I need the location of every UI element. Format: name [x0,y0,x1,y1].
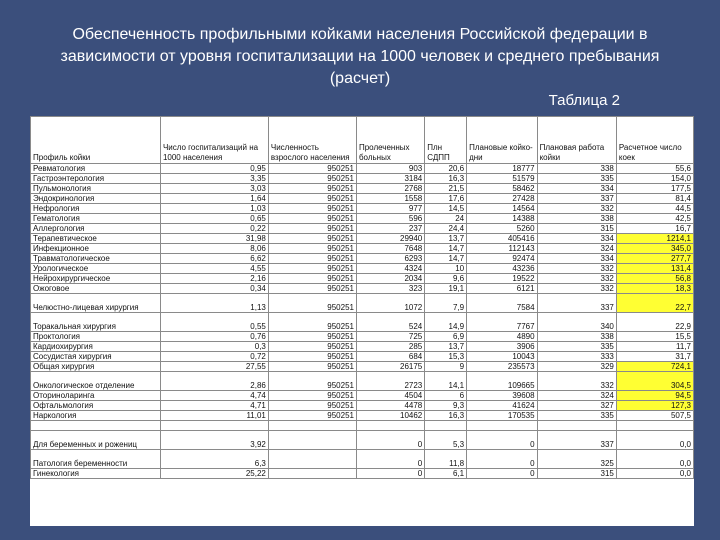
table-cell: 950251 [268,372,356,391]
table-cell: 335 [537,342,616,352]
table-cell: 324 [537,391,616,401]
table-cell: 0 [356,469,424,479]
table-cell: 950251 [268,362,356,372]
table-cell: 684 [356,352,424,362]
table-row [31,313,694,332]
table-cell: 15,5 [616,332,693,342]
table-cell: 7648 [356,244,424,254]
table-cell: 39608 [467,391,537,401]
row-label-cell [31,421,161,431]
table-cell: 950251 [268,391,356,401]
header-cell: Профиль койки [31,117,161,164]
table-cell: 10043 [467,352,537,362]
table-body [31,164,694,479]
table-cell: 950251 [268,184,356,194]
row-label-cell: Гематология [31,214,161,224]
table-cell [425,421,467,431]
table-cell: 4,74 [160,391,268,401]
spreadsheet-table [30,116,694,526]
table-cell: 1558 [356,194,424,204]
table-cell: 524 [356,313,424,332]
table-cell: 950251 [268,264,356,274]
table-cell: 340 [537,313,616,332]
table-cell [268,421,356,431]
table-cell: 977 [356,204,424,214]
table-cell: 81,4 [616,194,693,204]
header-cell: Расчетное число коек [616,117,693,164]
table-cell: 9,6 [425,274,467,284]
table-cell: 0,0 [616,450,693,469]
table-cell: 16,7 [616,224,693,234]
table-row [31,274,694,284]
table-cell: 19,1 [425,284,467,294]
table-cell: 6,62 [160,254,268,264]
table-row [31,264,694,274]
table-row [31,450,694,469]
table-cell: 15,3 [425,352,467,362]
table-cell: 237 [356,224,424,234]
table-cell: 2,86 [160,372,268,391]
table-cell: 55,6 [616,164,693,174]
header-cell: Численность взрослого населения [268,117,356,164]
table-row [31,421,694,431]
table-cell [467,421,537,431]
table-cell: 6,3 [160,450,268,469]
table-row [31,204,694,214]
table-cell: 0,0 [616,469,693,479]
table-cell: 950251 [268,194,356,204]
table-cell: 92474 [467,254,537,264]
table-cell [268,469,356,479]
table-cell: 7584 [467,294,537,313]
table-cell: 14564 [467,204,537,214]
table-cell: 22,9 [616,313,693,332]
table-cell: 0,95 [160,164,268,174]
table-cell: 950251 [268,224,356,234]
table-cell: 127,3 [616,401,693,411]
table-cell: 950251 [268,342,356,352]
table-cell: 18,3 [616,284,693,294]
table-row [31,194,694,204]
table-cell: 31,7 [616,352,693,362]
row-label-cell: Онкологическое отделение [31,372,161,391]
table-cell: 235573 [467,362,537,372]
table-cell: 277,7 [616,254,693,264]
table-cell [268,450,356,469]
table-cell: 337 [537,294,616,313]
table-cell: 3906 [467,342,537,352]
table-cell: 170535 [467,411,537,421]
row-label-cell: Общая хирургия [31,362,161,372]
table-cell: 950251 [268,234,356,244]
table-row [31,184,694,194]
table-cell: 335 [537,411,616,421]
table-cell: 94,5 [616,391,693,401]
table-cell: 20,6 [425,164,467,174]
table-cell: 0,0 [616,431,693,450]
table-cell: 14,5 [425,204,467,214]
table-cell: 315 [537,469,616,479]
row-label-cell: Нейрохирургическое [31,274,161,284]
table-cell: 334 [537,254,616,264]
table-cell: 0,34 [160,284,268,294]
table-row [31,284,694,294]
table-cell: 5,3 [425,431,467,450]
header-cell: Плн СДПП [425,117,467,164]
table-cell: 1,64 [160,194,268,204]
table-row [31,164,694,174]
table-cell: 903 [356,164,424,174]
table-cell: 0 [356,450,424,469]
table-caption: Таблица 2 [548,92,620,109]
row-label-cell: Травматологическое [31,254,161,264]
table-cell: 27,55 [160,362,268,372]
header-cell: Плановые койко-дни [467,117,537,164]
table-cell [356,421,424,431]
table-cell: 0,55 [160,313,268,332]
row-label-cell: Инфекционное [31,244,161,254]
table-cell: 11,7 [616,342,693,352]
table-cell: 22,7 [616,294,693,313]
table-cell: 25,22 [160,469,268,479]
table-cell: 21,5 [425,184,467,194]
table-cell: 31,98 [160,234,268,244]
table-cell: 51579 [467,174,537,184]
row-label-cell: Аллергология [31,224,161,234]
table-cell: 27428 [467,194,537,204]
table-cell: 2768 [356,184,424,194]
table-cell: 41624 [467,401,537,411]
row-label-cell: Терапевтическое [31,234,161,244]
table-cell: 1214,1 [616,234,693,244]
header-cell: Плановая работа койки [537,117,616,164]
table-cell: 3,03 [160,184,268,194]
table-cell: 950251 [268,332,356,342]
table-cell: 4,55 [160,264,268,274]
table-cell: 0 [467,450,537,469]
row-label-cell: Наркология [31,411,161,421]
row-label-cell: Проктология [31,332,161,342]
table-cell: 14,7 [425,254,467,264]
table-cell: 17,6 [425,194,467,204]
table-row [31,294,694,313]
table-cell: 109665 [467,372,537,391]
table-cell: 950251 [268,214,356,224]
table-cell: 950251 [268,313,356,332]
table-cell: 18777 [467,164,537,174]
table-cell: 950251 [268,274,356,284]
table-cell: 507,5 [616,411,693,421]
slide-title: Обеспеченность профильными койками населения Российской федерации в зависимости от уровня госпитализации на 1000 человек и среднего пребывания (расчет) [60,26,660,87]
row-label-cell: Эндокринология [31,194,161,204]
table-cell: 2034 [356,274,424,284]
table-cell: 2,16 [160,274,268,284]
table-row [31,469,694,479]
table-cell: 329 [537,362,616,372]
table-cell: 333 [537,352,616,362]
table-cell [160,421,268,431]
table-cell: 950251 [268,294,356,313]
row-label-cell: Ожоговое [31,284,161,294]
table-cell: 14,9 [425,313,467,332]
table-cell: 177,5 [616,184,693,194]
table-cell: 11,8 [425,450,467,469]
row-label-cell: Кардиохирургия [31,342,161,352]
table-cell: 7,9 [425,294,467,313]
table-cell: 324 [537,244,616,254]
table-cell: 0 [356,431,424,450]
table-cell: 325 [537,450,616,469]
header-cell: Число госпитализаций на 1000 населения [160,117,268,164]
table-cell: 56,8 [616,274,693,284]
row-label-cell: Оториноларинга [31,391,161,401]
table-cell: 10462 [356,411,424,421]
table-cell: 950251 [268,164,356,174]
table-cell: 0 [467,431,537,450]
table-cell: 334 [537,234,616,244]
table-cell: 44,5 [616,204,693,214]
table-cell: 1,03 [160,204,268,214]
table-cell: 4324 [356,264,424,274]
table-cell: 2723 [356,372,424,391]
table-cell: 6 [425,391,467,401]
table-cell: 6121 [467,284,537,294]
table-cell: 950251 [268,352,356,362]
table-row [31,411,694,421]
table-row [31,342,694,352]
table-row [31,224,694,234]
table-cell: 1,13 [160,294,268,313]
table-row [31,362,694,372]
table-cell: 596 [356,214,424,224]
table-cell: 6,1 [425,469,467,479]
table-cell: 950251 [268,204,356,214]
table-cell: 338 [537,164,616,174]
table-cell: 332 [537,204,616,214]
table-cell: 14,1 [425,372,467,391]
table-cell: 950251 [268,401,356,411]
table-cell: 9,3 [425,401,467,411]
table-cell: 6,9 [425,332,467,342]
table-cell: 10 [425,264,467,274]
row-label-cell: Сосудистая хирургия [31,352,161,362]
table-cell [616,421,693,431]
table-row [31,244,694,254]
table-cell: 950251 [268,244,356,254]
table-cell: 332 [537,274,616,284]
table-cell: 131,4 [616,264,693,274]
table-cell: 337 [537,431,616,450]
table-cell: 16,3 [425,411,467,421]
table-cell: 327 [537,401,616,411]
row-label-cell: Урологическое [31,264,161,274]
table-cell: 11,01 [160,411,268,421]
table-cell: 285 [356,342,424,352]
table-cell: 345,0 [616,244,693,254]
table-cell: 950251 [268,254,356,264]
table-cell: 304,5 [616,372,693,391]
table-cell: 0 [467,469,537,479]
table-cell: 4504 [356,391,424,401]
table-cell: 724,1 [616,362,693,372]
table-cell: 332 [537,264,616,274]
table-cell: 9 [425,362,467,372]
table-cell: 0,72 [160,352,268,362]
table-cell: 323 [356,284,424,294]
table-cell: 950251 [268,411,356,421]
table-cell: 4478 [356,401,424,411]
table-cell: 6293 [356,254,424,264]
table-cell: 3184 [356,174,424,184]
header-cell: Пролеченных больных [356,117,424,164]
table-row [31,391,694,401]
table-cell: 24,4 [425,224,467,234]
row-label-cell: Нефрология [31,204,161,214]
table-cell: 3,92 [160,431,268,450]
beds-table [30,116,694,479]
table-cell: 112143 [467,244,537,254]
table-cell [268,431,356,450]
table-cell [537,421,616,431]
table-cell: 58462 [467,184,537,194]
table-header-row [31,117,694,164]
table-cell: 24 [425,214,467,224]
table-cell: 0,65 [160,214,268,224]
row-label-cell: Ревматология [31,164,161,174]
row-label-cell: Челюстно-лицевая хирургия [31,294,161,313]
table-cell: 725 [356,332,424,342]
table-row [31,431,694,450]
table-row [31,332,694,342]
table-cell: 19522 [467,274,537,284]
table-cell: 0,3 [160,342,268,352]
table-cell: 43236 [467,264,537,274]
table-cell: 154,0 [616,174,693,184]
row-label-cell: Пульмонология [31,184,161,194]
table-row [31,254,694,264]
table-cell: 950251 [268,174,356,184]
table-row [31,234,694,244]
table-cell: 5260 [467,224,537,234]
table-cell: 42,5 [616,214,693,224]
table-cell: 337 [537,194,616,204]
table-row [31,401,694,411]
table-cell: 26175 [356,362,424,372]
row-label-cell: Гастроэнтерология [31,174,161,184]
table-cell: 338 [537,332,616,342]
table-cell: 0,76 [160,332,268,342]
table-cell: 334 [537,184,616,194]
table-row [31,174,694,184]
table-cell: 29940 [356,234,424,244]
table-row [31,214,694,224]
table-cell: 405416 [467,234,537,244]
table-row [31,372,694,391]
table-cell: 0,22 [160,224,268,234]
row-label-cell: Офтальмология [31,401,161,411]
table-cell: 950251 [268,284,356,294]
row-label-cell: Гинекология [31,469,161,479]
table-cell: 13,7 [425,234,467,244]
table-cell: 14,7 [425,244,467,254]
table-cell: 335 [537,174,616,184]
table-cell: 315 [537,224,616,234]
row-label-cell: Патология беременности [31,450,161,469]
table-cell: 4,71 [160,401,268,411]
table-cell: 13,7 [425,342,467,352]
table-cell: 7767 [467,313,537,332]
table-cell: 332 [537,372,616,391]
table-cell: 4890 [467,332,537,342]
table-cell: 338 [537,214,616,224]
table-cell: 14388 [467,214,537,224]
table-cell: 332 [537,284,616,294]
table-cell: 16,3 [425,174,467,184]
row-label-cell: Торакальная хирургия [31,313,161,332]
table-cell: 8,06 [160,244,268,254]
row-label-cell: Для беременных и рожениц [31,431,161,450]
table-cell: 1072 [356,294,424,313]
table-row [31,352,694,362]
table-cell: 3,35 [160,174,268,184]
